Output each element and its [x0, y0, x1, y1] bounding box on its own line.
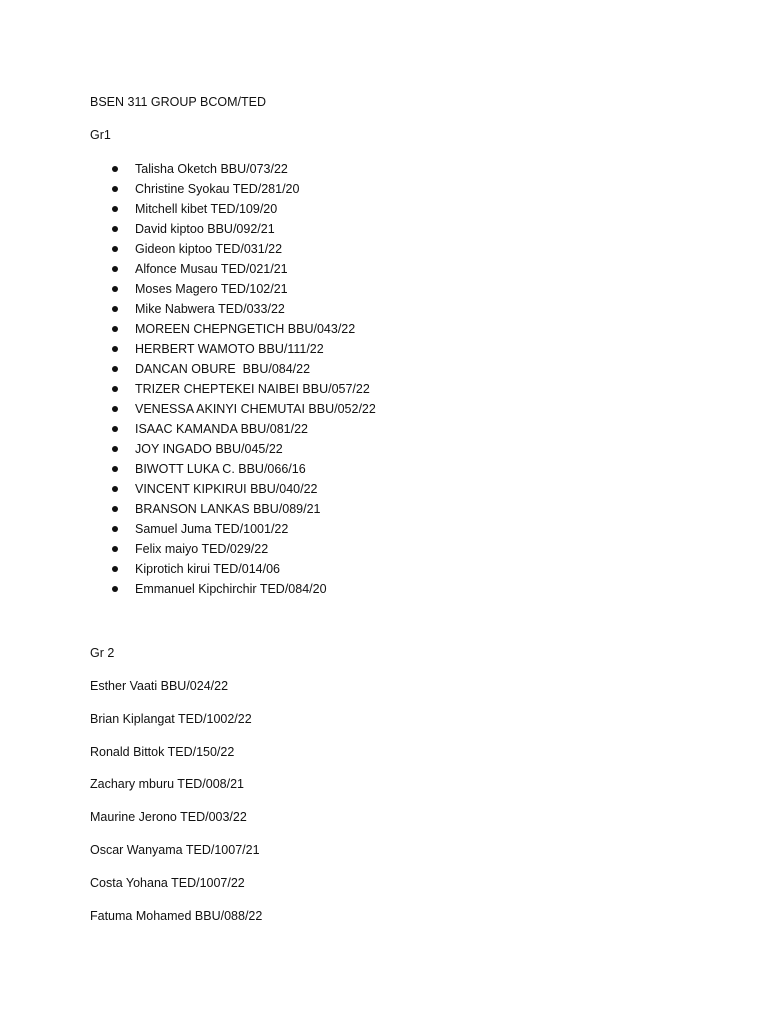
member-entry: TRIZER CHEPTEKEI NAIBEI BBU/057/22 — [135, 382, 370, 396]
bullet-icon — [112, 206, 118, 212]
list-item: Brian Kiplangat TED/1002/22 — [90, 711, 252, 726]
list-item: Esther Vaati BBU/024/22 — [90, 679, 229, 693]
bullet-icon — [112, 226, 118, 232]
list-item — [0, 419, 768, 439]
bullet-icon — [112, 526, 118, 532]
member-entry: Samuel Juma TED/1001/22 — [135, 522, 289, 536]
list-item — [0, 559, 768, 579]
member-entry: Gideon kiptoo TED/031/22 — [135, 242, 283, 256]
list-item — [0, 439, 768, 459]
list-item — [0, 299, 768, 319]
member-entry: Alfonce Musau TED/021/21 — [135, 262, 288, 276]
member-entry: Mike Nabwera TED/033/22 — [135, 302, 285, 316]
list-item: Ronald Bittok TED/150/22 — [90, 744, 235, 759]
list-item — [0, 359, 768, 379]
bullet-icon — [112, 586, 118, 592]
list-item — [0, 499, 768, 519]
list-item — [0, 519, 768, 539]
group1-member-list — [0, 159, 768, 599]
bullet-icon — [112, 566, 118, 572]
list-item — [0, 199, 768, 219]
member-entry: MOREEN CHEPNGETICH BBU/043/22 — [135, 322, 356, 336]
member-entry: ISAAC KAMANDA BBU/081/22 — [135, 422, 308, 436]
member-entry: BRANSON LANKAS BBU/089/21 — [135, 502, 321, 516]
list-item — [0, 539, 768, 559]
bullet-icon — [112, 286, 118, 292]
list-item — [0, 319, 768, 339]
bullet-icon — [112, 306, 118, 312]
member-entry: Kiprotich kirui TED/014/06 — [135, 562, 280, 576]
member-entry: Christine Syokau TED/281/20 — [135, 182, 300, 196]
bullet-icon — [112, 406, 118, 412]
bullet-icon — [112, 486, 118, 492]
member-entry: Emmanuel Kipchirchir TED/084/20 — [135, 582, 327, 596]
member-entry: VENESSA AKINYI CHEMUTAI BBU/052/22 — [135, 402, 376, 416]
member-entry: Moses Magero TED/102/21 — [135, 282, 288, 296]
list-item: Oscar Wanyama TED/1007/21 — [90, 842, 260, 857]
group2-member-list — [90, 677, 262, 939]
document-title: BSEN 311 GROUP BCOM/TED — [90, 95, 266, 109]
group1-heading: Gr1 — [90, 128, 111, 142]
member-entry: Talisha Oketch BBU/073/22 — [135, 162, 288, 176]
member-entry: HERBERT WAMOTO BBU/111/22 — [135, 342, 324, 356]
group2-heading: Gr 2 — [90, 646, 115, 660]
list-item — [0, 479, 768, 499]
bullet-icon — [112, 166, 118, 172]
member-entry: JOY INGADO BBU/045/22 — [135, 442, 283, 456]
list-item — [0, 379, 768, 399]
member-entry: VINCENT KIPKIRUI BBU/040/22 — [135, 482, 318, 496]
bullet-icon — [112, 386, 118, 392]
bullet-icon — [112, 266, 118, 272]
list-item — [0, 219, 768, 239]
bullet-icon — [112, 326, 118, 332]
member-entry: David kiptoo BBU/092/21 — [135, 222, 275, 236]
list-item — [0, 239, 768, 259]
member-entry: Mitchell kibet TED/109/20 — [135, 202, 278, 216]
bullet-icon — [112, 426, 118, 432]
list-item — [0, 459, 768, 479]
member-entry: BIWOTT LUKA C. BBU/066/16 — [135, 462, 306, 476]
list-item — [0, 179, 768, 199]
list-item: Costa Yohana TED/1007/22 — [90, 875, 245, 890]
list-item: Fatuma Mohamed BBU/088/22 — [90, 908, 263, 923]
member-entry: DANCAN OBURE BBU/084/22 — [135, 362, 311, 376]
bullet-icon — [112, 546, 118, 552]
list-item — [0, 399, 768, 419]
member-entry: Felix maiyo TED/029/22 — [135, 542, 269, 556]
list-item — [0, 339, 768, 359]
list-item — [0, 279, 768, 299]
bullet-icon — [112, 366, 118, 372]
bullet-icon — [112, 346, 118, 352]
bullet-icon — [112, 446, 118, 452]
list-item — [0, 259, 768, 279]
list-item — [0, 159, 768, 179]
list-item — [0, 579, 768, 599]
list-item: Maurine Jerono TED/003/22 — [90, 810, 247, 825]
bullet-icon — [112, 466, 118, 472]
bullet-icon — [112, 186, 118, 192]
bullet-icon — [112, 246, 118, 252]
list-item: Zachary mburu TED/008/21 — [90, 777, 245, 792]
bullet-icon — [112, 506, 118, 512]
